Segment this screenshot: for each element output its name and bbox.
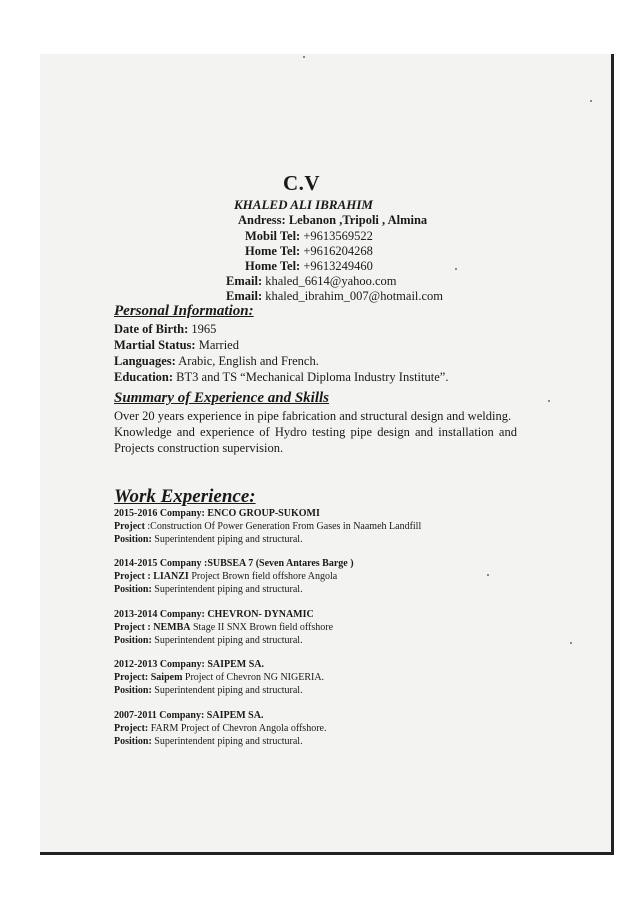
summary-paragraph-1: Over 20 years experience in pipe fabrication and structural design and welding. bbox=[114, 409, 512, 423]
job-company: 2015-2016 Company: ENCO GROUP-SUKOMI bbox=[114, 508, 320, 519]
email-line-1: Email: khaled_6614@yahoo.com bbox=[226, 274, 397, 288]
personal-info-heading: Personal Information: bbox=[114, 303, 254, 319]
job-project: Project Brown field offshore Angola bbox=[188, 571, 338, 582]
job-entry: 2012-2013 Company: SAIPEM SA. Project: Saipem Project of Chevron NG NIGERIA. Position: Superintendent piping and structural. bbox=[114, 659, 325, 696]
job-position: Superintendent piping and structural. bbox=[151, 534, 303, 545]
job-entry: 2007-2011 Company: SAIPEM SA. Project: FARM Project of Chevron Angola offshore. Position: Superintendent piping and structural. bbox=[114, 710, 327, 747]
dob-line: Date of Birth: 1965 bbox=[114, 322, 217, 336]
work-experience-heading: Work Experience: bbox=[114, 486, 256, 507]
home-phone-line-2: Home Tel: +9613249460 bbox=[245, 259, 373, 273]
job-position: Superintendent piping and structural. bbox=[151, 685, 303, 696]
education-line: Education: BT3 and TS “Mechanical Diploma Industry Institute”. bbox=[114, 370, 449, 384]
job-company: 2007-2011 Company: SAIPEM SA. bbox=[114, 710, 264, 721]
home-phone-line-1: Home Tel: +9616204268 bbox=[245, 244, 373, 258]
languages-line: Languages: Arabic, English and French. bbox=[114, 354, 319, 368]
job-project: :Construction Of Power Generation From Gases in Naameh Landfill bbox=[144, 521, 422, 532]
job-project: FARM Project of Chevron Angola offshore. bbox=[148, 723, 327, 734]
marital-status-line: Martial Status: Married bbox=[114, 338, 239, 352]
summary-paragraph-2: Knowledge and experience of Hydro testing pipe design and installation and Projects construction supervision. bbox=[114, 425, 517, 455]
job-position: Superintendent piping and structural. bbox=[151, 635, 303, 646]
cv-title: C.V bbox=[283, 171, 321, 195]
job-company: 2012-2013 Company: SAIPEM SA. bbox=[114, 659, 265, 670]
summary-heading: Summary of Experience and Skills bbox=[114, 390, 330, 406]
job-entry: 2014-2015 Company :SUBSEA 7 (Seven Antares Barge ) Project : LIANZI Project Brown field offshore Angola Position: Superintendent piping and structural. bbox=[114, 558, 354, 595]
job-project: Project of Chevron NG NIGERIA. bbox=[182, 672, 325, 683]
job-project: Stage II SNX Brown field offshore bbox=[190, 622, 334, 633]
job-position: Superintendent piping and structural. bbox=[151, 584, 303, 595]
mobile-line: Mobil Tel: +9613569522 bbox=[245, 229, 373, 243]
job-position: Superintendent piping and structural. bbox=[151, 736, 303, 747]
job-company: 2014-2015 Company :SUBSEA 7 (Seven Antares Barge ) bbox=[114, 558, 354, 569]
job-entry: 2013-2014 Company: CHEVRON- DYNAMIC Project : NEMBA Stage II SNX Brown field offshore Position: Superintendent piping and structural. bbox=[114, 609, 334, 646]
job-company: 2013-2014 Company: CHEVRON- DYNAMIC bbox=[114, 609, 314, 620]
address-line: Andress: Lebanon ,Tripoli , Almina bbox=[238, 213, 428, 227]
summary-body bbox=[114, 408, 517, 456]
candidate-name: KHALED ALI IBRAHIM bbox=[234, 197, 373, 212]
job-entry: 2015-2016 Company: ENCO GROUP-SUKOMI Project :Construction Of Power Generation From Gases in Naameh Landfill Position: Superintendent piping and structural. bbox=[114, 508, 422, 545]
email-line-2: Email: khaled_ibrahim_007@hotmail.com bbox=[226, 289, 444, 303]
